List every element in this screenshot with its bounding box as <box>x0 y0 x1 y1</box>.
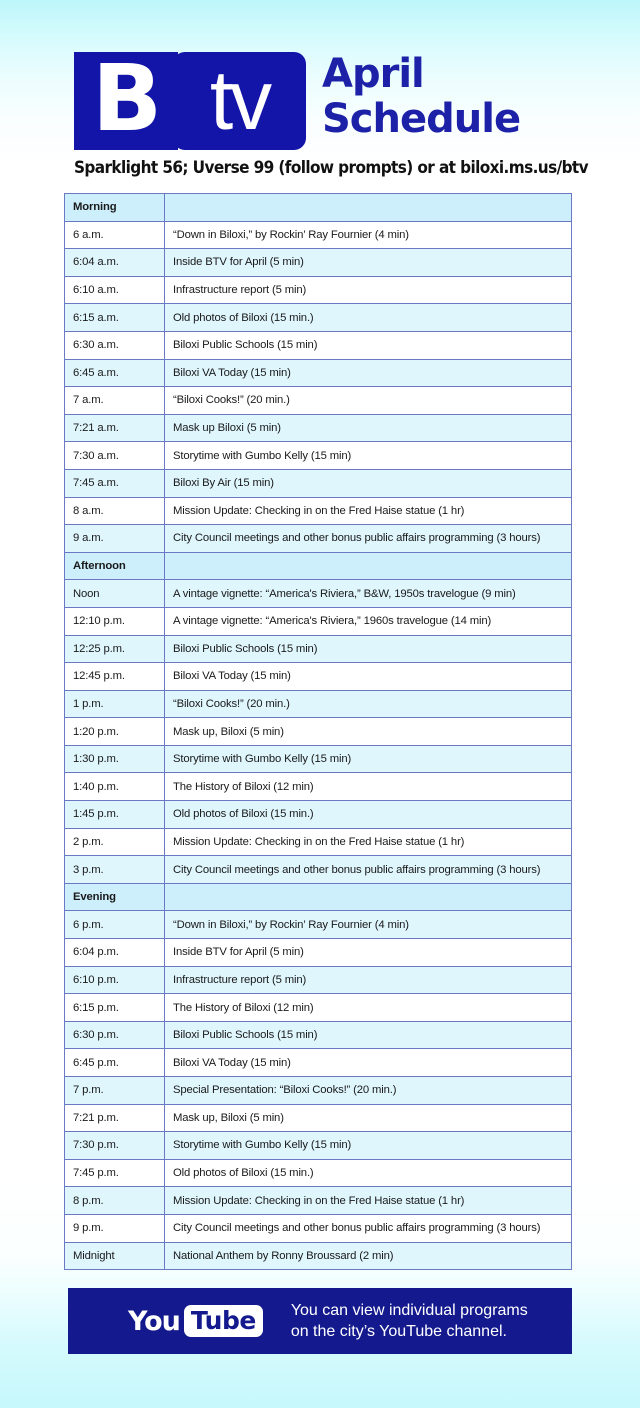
schedule-row <box>65 1021 572 1049</box>
schedule-time: 6:45 p.m. <box>65 1049 165 1077</box>
schedule-row <box>65 1132 572 1160</box>
schedule-row <box>65 414 572 442</box>
schedule-row <box>65 249 572 277</box>
schedule-program: Biloxi VA Today (15 min) <box>165 359 572 387</box>
schedule-section-row <box>65 552 572 580</box>
schedule-program: Mask up Biloxi (5 min) <box>165 414 572 442</box>
schedule-row <box>65 1077 572 1105</box>
schedule-time: Noon <box>65 580 165 608</box>
schedule-row <box>65 1242 572 1270</box>
page-title <box>322 52 562 142</box>
youtube-logo-icon <box>128 1304 263 1338</box>
schedule-time: 1 p.m. <box>65 690 165 718</box>
schedule-row <box>65 939 572 967</box>
schedule-time: 7:30 a.m. <box>65 442 165 470</box>
schedule-program: Biloxi Public Schools (15 min) <box>165 1021 572 1049</box>
schedule-program: City Council meetings and other bonus public affairs programming (3 hours) <box>165 1214 572 1242</box>
schedule-program: Biloxi VA Today (15 min) <box>165 663 572 691</box>
schedule-row <box>65 497 572 525</box>
logo-b-block <box>74 44 178 152</box>
schedule-time: 6:45 a.m. <box>65 359 165 387</box>
schedule-time: 7:45 p.m. <box>65 1159 165 1187</box>
schedule-program: Mask up, Biloxi (5 min) <box>165 718 572 746</box>
schedule-time: 7:21 a.m. <box>65 414 165 442</box>
schedule-table <box>64 193 572 1270</box>
schedule-row <box>65 828 572 856</box>
schedule-time: 8 p.m. <box>65 1187 165 1215</box>
schedule-time: 7 p.m. <box>65 1077 165 1105</box>
schedule-program: Biloxi Public Schools (15 min) <box>165 635 572 663</box>
schedule-time: 3 p.m. <box>65 856 165 884</box>
schedule-row <box>65 801 572 829</box>
btv-logo <box>74 44 306 152</box>
schedule-row <box>65 276 572 304</box>
schedule-row <box>65 1159 572 1187</box>
schedule-time: 6:30 p.m. <box>65 1021 165 1049</box>
youtube-banner[interactable] <box>68 1288 572 1354</box>
youtube-you-text: You <box>128 1305 180 1337</box>
schedule-row <box>65 580 572 608</box>
schedule-program: A vintage vignette: “America's Riviera,” 1960s travelogue (14 min) <box>165 607 572 635</box>
schedule-program <box>165 552 572 580</box>
schedule-row <box>65 966 572 994</box>
schedule-time: 7:21 p.m. <box>65 1104 165 1132</box>
schedule-time: 6:04 a.m. <box>65 249 165 277</box>
schedule-program: Infrastructure report (5 min) <box>165 276 572 304</box>
schedule-program: Biloxi By Air (15 min) <box>165 469 572 497</box>
schedule-program: Biloxi Public Schools (15 min) <box>165 331 572 359</box>
schedule-row <box>65 745 572 773</box>
schedule-time: 6:15 a.m. <box>65 304 165 332</box>
schedule-row <box>65 469 572 497</box>
schedule-row <box>65 1049 572 1077</box>
schedule-row <box>65 221 572 249</box>
schedule-program: Storytime with Gumbo Kelly (15 min) <box>165 1132 572 1160</box>
schedule-row <box>65 856 572 884</box>
logo-b-letter: B <box>91 44 161 152</box>
schedule-time: 1:30 p.m. <box>65 745 165 773</box>
section-label: Evening <box>65 883 165 911</box>
schedule-time: 6:30 a.m. <box>65 331 165 359</box>
title-month: April <box>322 51 424 97</box>
schedule-row <box>65 1104 572 1132</box>
schedule-time: 6 a.m. <box>65 221 165 249</box>
schedule-program: “Down in Biloxi,” by Rockin’ Ray Fournier (4 min) <box>165 911 572 939</box>
schedule-time: 12:45 p.m. <box>65 663 165 691</box>
schedule-program: “Down in Biloxi,” by Rockin’ Ray Fournier (4 min) <box>165 221 572 249</box>
schedule-time: 12:10 p.m. <box>65 607 165 635</box>
logo-tv-letters: tv <box>209 52 270 147</box>
schedule-program: Old photos of Biloxi (15 min.) <box>165 304 572 332</box>
section-label: Morning <box>65 194 165 222</box>
schedule-row <box>65 304 572 332</box>
schedule-time: 6 p.m. <box>65 911 165 939</box>
schedule-time: 6:04 p.m. <box>65 939 165 967</box>
schedule-time: 6:10 a.m. <box>65 276 165 304</box>
schedule-program: Storytime with Gumbo Kelly (15 min) <box>165 442 572 470</box>
title-schedule: Schedule <box>322 96 521 142</box>
schedule-program: City Council meetings and other bonus public affairs programming (3 hours) <box>165 856 572 884</box>
schedule-time: 7:30 p.m. <box>65 1132 165 1160</box>
schedule-time: 6:15 p.m. <box>65 994 165 1022</box>
schedule-time: 1:45 p.m. <box>65 801 165 829</box>
schedule-time: 12:25 p.m. <box>65 635 165 663</box>
page-header <box>74 44 554 164</box>
schedule-row <box>65 718 572 746</box>
schedule-program: The History of Biloxi (12 min) <box>165 773 572 801</box>
schedule-row <box>65 663 572 691</box>
schedule-time: 7 a.m. <box>65 387 165 415</box>
schedule-program: Inside BTV for April (5 min) <box>165 939 572 967</box>
schedule-program: A vintage vignette: “America's Riviera,” B&W, 1950s travelogue (9 min) <box>165 580 572 608</box>
youtube-message-line1: You can view individual programs <box>290 1302 528 1319</box>
schedule-program: City Council meetings and other bonus public affairs programming (3 hours) <box>165 525 572 553</box>
youtube-message-line2: on the city’s YouTube channel. <box>290 1323 507 1340</box>
schedule-program: Storytime with Gumbo Kelly (15 min) <box>165 745 572 773</box>
schedule-time: 9 a.m. <box>65 525 165 553</box>
schedule-time: 9 p.m. <box>65 1214 165 1242</box>
schedule-row <box>65 1187 572 1215</box>
schedule-time: 1:40 p.m. <box>65 773 165 801</box>
schedule-time: 8 a.m. <box>65 497 165 525</box>
schedule-program: Mask up, Biloxi (5 min) <box>165 1104 572 1132</box>
schedule-row <box>65 690 572 718</box>
schedule-program: National Anthem by Ronny Broussard (2 min) <box>165 1242 572 1270</box>
schedule-row <box>65 387 572 415</box>
schedule-time: 1:20 p.m. <box>65 718 165 746</box>
schedule-time: Midnight <box>65 1242 165 1270</box>
logo-tv-block <box>173 52 306 150</box>
schedule-row <box>65 331 572 359</box>
schedule-row <box>65 442 572 470</box>
schedule-section-row <box>65 883 572 911</box>
schedule-time: 7:45 a.m. <box>65 469 165 497</box>
schedule-row <box>65 773 572 801</box>
schedule-program: Inside BTV for April (5 min) <box>165 249 572 277</box>
schedule-time: 2 p.m. <box>65 828 165 856</box>
schedule-program: “Biloxi Cooks!” (20 min.) <box>165 690 572 718</box>
channel-tagline: Sparklight 56; Uverse 99 (follow prompts) or at biloxi.ms.us/btv <box>74 158 589 178</box>
schedule-time: 6:10 p.m. <box>65 966 165 994</box>
schedule-row <box>65 1214 572 1242</box>
schedule-program <box>165 883 572 911</box>
schedule-program: Mission Update: Checking in on the Fred Haise statue (1 hr) <box>165 497 572 525</box>
youtube-tube-text: Tube <box>184 1305 263 1337</box>
schedule-row <box>65 607 572 635</box>
schedule-body <box>65 194 572 1270</box>
schedule-program: Special Presentation: “Biloxi Cooks!” (20 min.) <box>165 1077 572 1105</box>
schedule-program: The History of Biloxi (12 min) <box>165 994 572 1022</box>
schedule-program: Infrastructure report (5 min) <box>165 966 572 994</box>
schedule-program: Old photos of Biloxi (15 min.) <box>165 1159 572 1187</box>
schedule-row <box>65 994 572 1022</box>
schedule-row <box>65 525 572 553</box>
youtube-message <box>291 1300 528 1342</box>
schedule-program: Old photos of Biloxi (15 min.) <box>165 801 572 829</box>
schedule-program: Mission Update: Checking in on the Fred Haise statue (1 hr) <box>165 1187 572 1215</box>
section-label: Afternoon <box>65 552 165 580</box>
schedule-row <box>65 359 572 387</box>
schedule-row <box>65 635 572 663</box>
schedule-row <box>65 911 572 939</box>
schedule-program: “Biloxi Cooks!” (20 min.) <box>165 387 572 415</box>
schedule-program: Biloxi VA Today (15 min) <box>165 1049 572 1077</box>
schedule-section-row <box>65 194 572 222</box>
schedule-program <box>165 194 572 222</box>
schedule-program: Mission Update: Checking in on the Fred Haise statue (1 hr) <box>165 828 572 856</box>
